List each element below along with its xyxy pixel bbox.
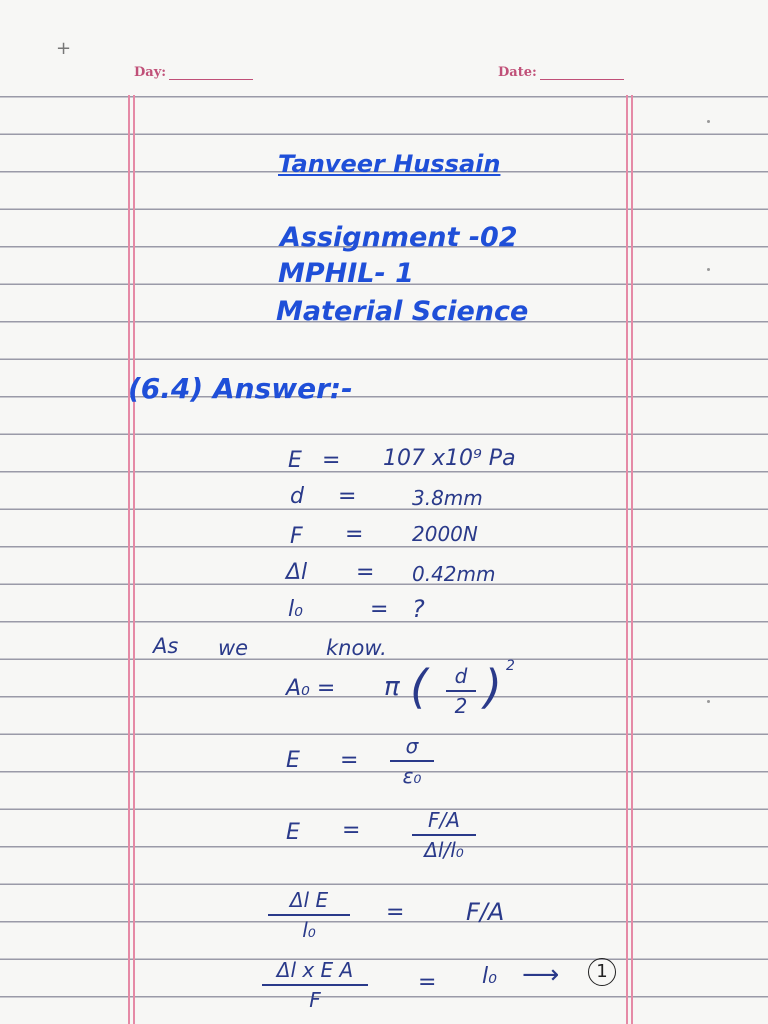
- date-label: Date:: [498, 65, 537, 80]
- plus-mark: +: [56, 38, 72, 59]
- equation-tag: [588, 958, 616, 986]
- e4-num: Δl x E A: [276, 958, 354, 982]
- area-exponent: 2: [506, 658, 515, 674]
- e1-eq: =: [340, 748, 359, 773]
- arrow-icon: ⟶: [522, 960, 560, 990]
- given-sym: E: [288, 448, 302, 473]
- fraction-bar: [262, 984, 368, 986]
- given-sym: l₀: [288, 597, 303, 622]
- e4-den: F: [309, 987, 321, 1012]
- we-word: we: [218, 636, 249, 660]
- e4-rhs: l₀: [482, 964, 497, 989]
- fraction-bar: [390, 760, 434, 762]
- right-margin-line-2: [631, 95, 633, 1024]
- equation-number: 1: [588, 958, 616, 986]
- given-val: 0.42mm: [412, 562, 496, 586]
- given-eq: =: [356, 560, 375, 585]
- given-eq: =: [345, 522, 364, 547]
- day-field: [134, 65, 253, 80]
- question-label: (6.4) Answer:-: [128, 372, 353, 405]
- left-margin-line: [128, 95, 130, 1024]
- program-label: MPHIL- 1: [278, 258, 414, 289]
- know-word: know.: [326, 636, 387, 660]
- e1-fraction: [390, 734, 434, 788]
- fraction-bar: [446, 690, 476, 692]
- close-paren: ): [484, 660, 502, 714]
- e4-eq: =: [418, 970, 437, 995]
- day-blank: [169, 78, 253, 80]
- left-margin-line-2: [133, 95, 135, 1024]
- fraction-bar: [412, 834, 476, 836]
- e2-num: F/A: [428, 808, 460, 832]
- area-den: 2: [454, 693, 468, 718]
- e2-den: Δl/l₀: [424, 837, 464, 862]
- area-lhs: A₀ =: [286, 676, 336, 701]
- pi-symbol: π: [384, 672, 400, 702]
- open-paren: (: [410, 660, 428, 714]
- student-name: Tanveer Hussain: [278, 150, 501, 178]
- e4-fraction: [262, 958, 368, 1012]
- given-sym: Δl: [286, 560, 308, 585]
- given-eq: =: [338, 484, 357, 509]
- fraction-bar: [268, 914, 350, 916]
- e3-rhs: F/A: [466, 898, 505, 926]
- e1-den: ε₀: [402, 763, 422, 788]
- area-num: d: [454, 664, 468, 688]
- e2-fraction: [412, 808, 476, 862]
- e1-num: σ: [405, 734, 419, 758]
- e3-den: l₀: [302, 917, 316, 942]
- edge-mark: [707, 700, 710, 703]
- edge-mark: [707, 120, 710, 123]
- given-eq: =: [322, 448, 341, 473]
- e2-eq: =: [342, 818, 361, 843]
- e3-fraction: [268, 888, 350, 942]
- as-word: As: [153, 634, 179, 658]
- date-blank: [540, 78, 624, 80]
- e1-lhs: E: [286, 748, 300, 773]
- given-val: 2000N: [412, 522, 478, 546]
- given-sym: d: [290, 484, 304, 509]
- area-fraction: [446, 664, 476, 718]
- given-eq: =: [370, 597, 389, 622]
- e3-eq: =: [386, 900, 405, 925]
- day-label: Day:: [134, 65, 167, 80]
- date-field: [498, 65, 624, 80]
- subject-label: Material Science: [276, 296, 529, 327]
- given-val: 107 x10⁹ Pa: [383, 446, 516, 471]
- given-val: ?: [412, 595, 425, 623]
- edge-mark: [707, 268, 710, 271]
- assignment-title: Assignment -02: [280, 222, 518, 253]
- given-val: 3.8mm: [412, 486, 483, 510]
- e2-lhs: E: [286, 820, 300, 845]
- right-margin-line: [626, 95, 628, 1024]
- given-sym: F: [290, 524, 303, 549]
- e3-num: Δl E: [289, 888, 329, 912]
